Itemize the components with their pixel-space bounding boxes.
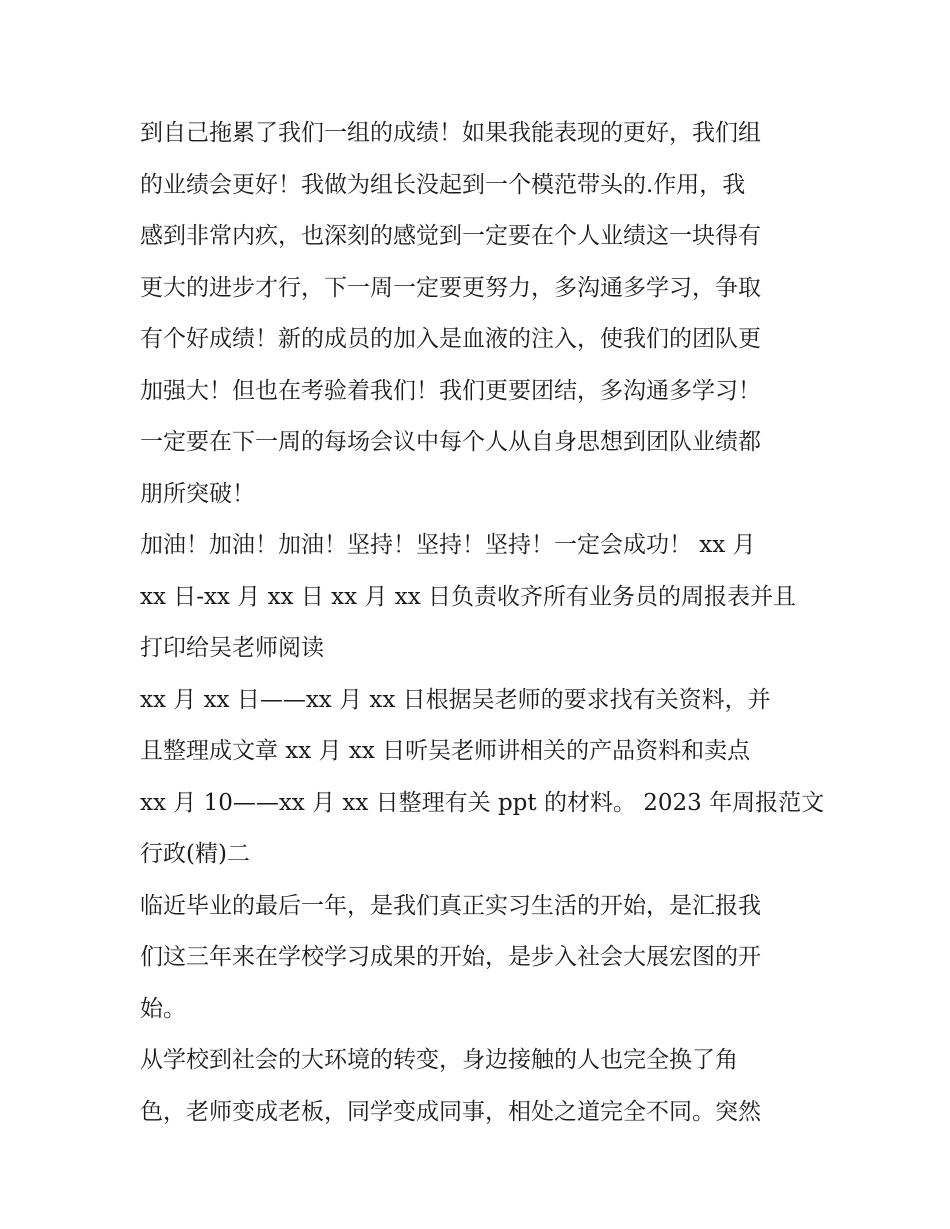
text-line: xx 月 xx 日——xx 月 xx 日根据吴老师的要求找有关资料，并 [140, 686, 771, 713]
text-line: 的业绩会更好！我做为组长没起到一个模范带头的.作用，我 [140, 171, 746, 198]
text-line: 更大的进步才行，下一周一定要更努力，多沟通多学习，争取 [140, 274, 761, 301]
text-line: 打印给吴老师阅读 [140, 635, 324, 661]
text-line: 加油！加油！加油！坚持！坚持！坚持！一定会成功！ xx 月 [140, 532, 756, 558]
text-line: 从学校到社会的大环境的转变，身边接触的人也完全换了角 [140, 1047, 738, 1073]
text-line: 临近毕业的最后一年，是我们真正实习生活的开始，是汇报我 [140, 892, 761, 919]
body-text [140, 108, 825, 1138]
text-line: xx 日-xx 月 xx 日 xx 月 xx 日负责收齐所有业务员的周报表并且 [140, 583, 796, 610]
text-line: 且整理成文章 xx 月 xx 日听吴老师讲相关的产品资料和卖点 [140, 738, 751, 764]
text-line: 一定要在下一周的每场会议中每个人从自身思想到团队业绩都 [140, 429, 761, 455]
text-line: 加强大！但也在考验着我们！我们更要团结，多沟通多学习！ [140, 377, 761, 404]
text-line: 到自己拖累了我们一组的成绩！如果我能表现的更好，我们组 [140, 120, 761, 146]
text-line: 始。 [140, 995, 186, 1022]
text-line: 行政(精)二 [140, 841, 250, 867]
text-line: 有个好成绩！新的成员的加入是血液的注入，使我们的团队更 [140, 326, 761, 352]
text-line: xx 月 10——xx 月 xx 日整理有关 ppt 的材料。 2023 年周报范文 [140, 789, 825, 816]
text-line: 朋所突破！ [140, 480, 255, 507]
text-line: 色，老师变成老板，同学变成同事，相处之道完全不同。突然 [140, 1098, 761, 1125]
text-line: 们这三年来在学校学习成果的开始，是步入社会大展宏图的开 [140, 944, 761, 970]
text-line: 感到非常内疚，也深刻的感觉到一定要在个人业绩这一块得有 [140, 223, 761, 249]
